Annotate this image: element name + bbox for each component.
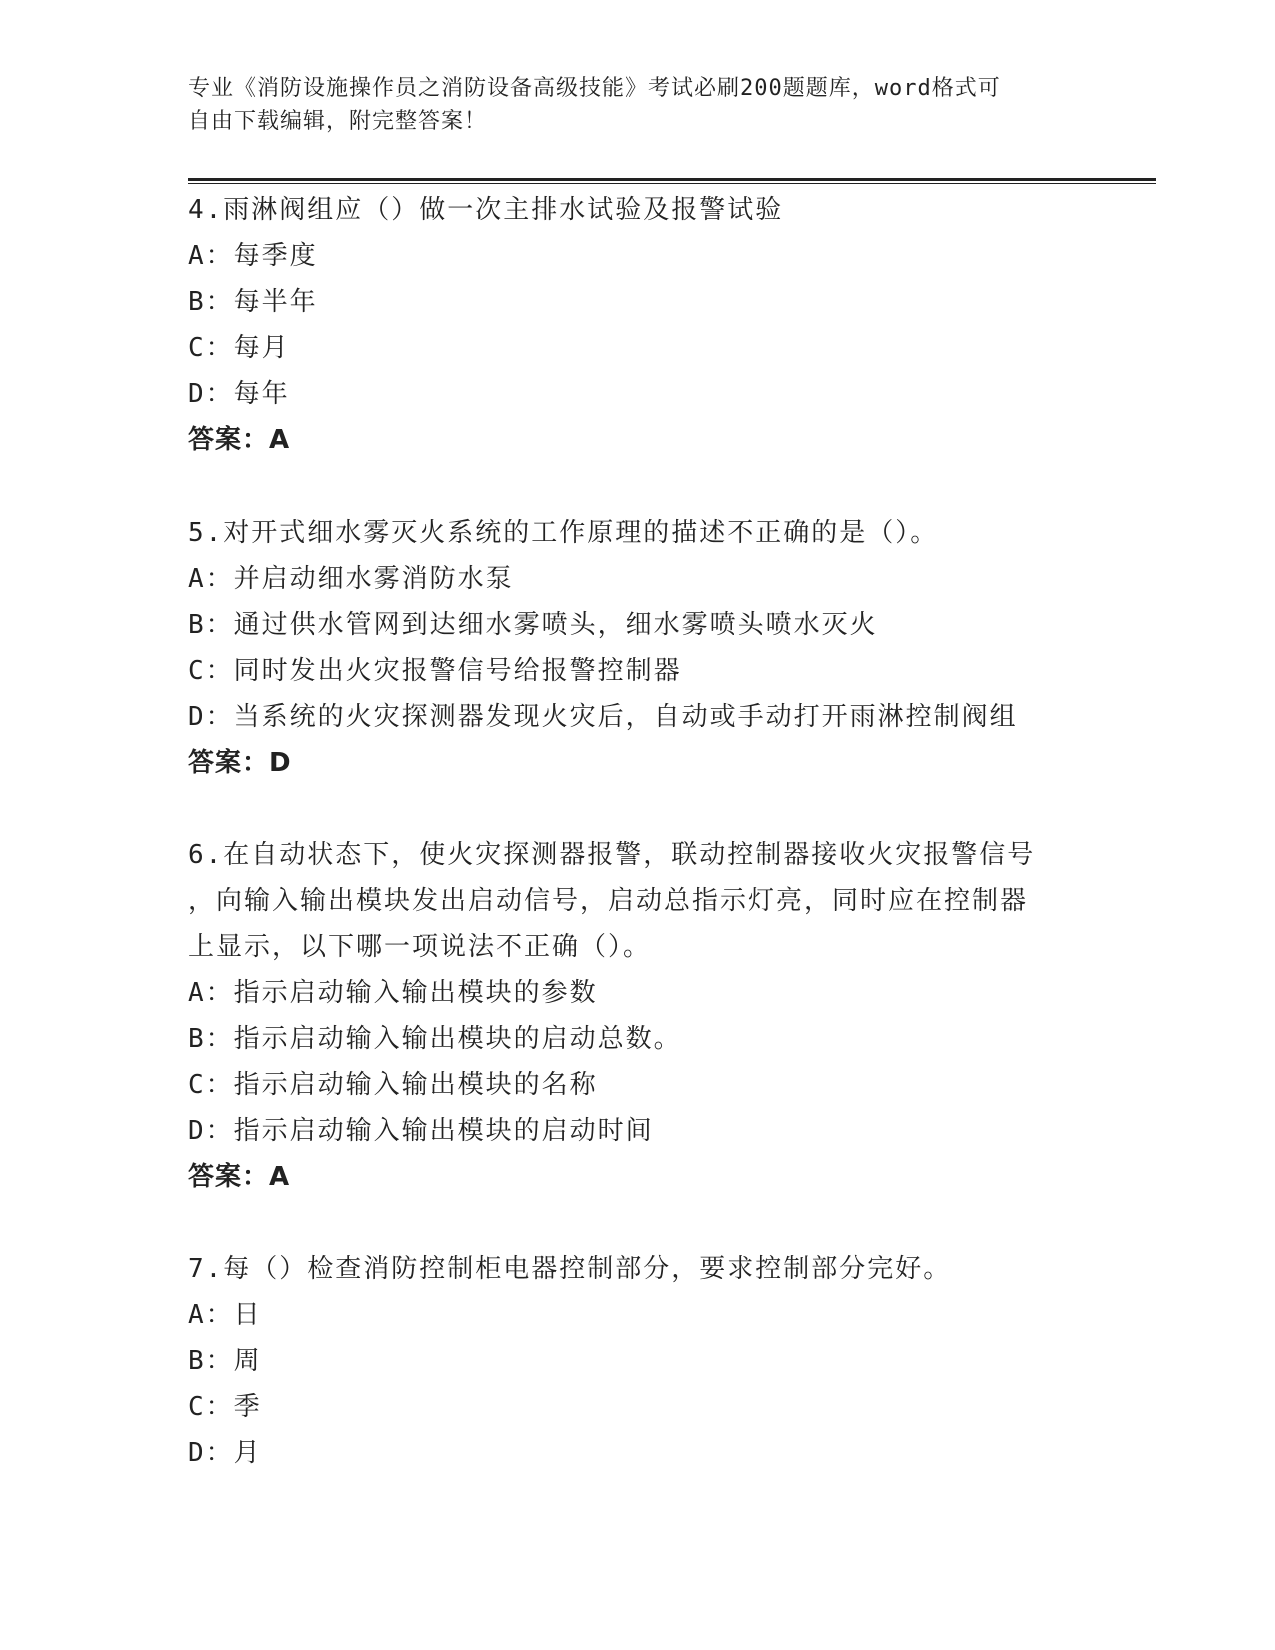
option-d: D：月 xyxy=(188,1438,262,1468)
option-b: B：指示启动输入输出模块的启动总数。 xyxy=(188,1024,682,1054)
option-a: A：每季度 xyxy=(188,241,318,271)
question-5 xyxy=(188,510,1088,786)
question-stem: 7.每（）检查消防控制柜电器控制部分，要求控制部分完好。 xyxy=(188,1254,952,1284)
answer-label: 答案：D xyxy=(188,748,292,778)
option-a: A：指示启动输入输出模块的参数 xyxy=(188,978,598,1008)
header-rule-thick xyxy=(188,178,1156,181)
option-b: B：通过供水管网到达细水雾喷头，细水雾喷头喷水灭火 xyxy=(188,610,878,640)
question-stem-line-2: ，向输入输出模块发出启动信号，启动总指示灯亮，同时应在控制器 xyxy=(188,886,1029,916)
question-stem-line-3: 上显示，以下哪一项说法不正确（）。 xyxy=(188,932,652,962)
document-header xyxy=(188,72,1088,138)
option-c: C：指示启动输入输出模块的名称 xyxy=(188,1070,598,1100)
answer-label: 答案：A xyxy=(188,1162,291,1192)
question-stem: 5.对开式细水雾灭火系统的工作原理的描述不正确的是（）。 xyxy=(188,518,939,548)
header-rule-thin xyxy=(188,183,1156,184)
question-stem-line-1: 6.在自动状态下，使火灾探测器报警，联动控制器接收火灾报警信号 xyxy=(188,840,1036,870)
answer-label: 答案：A xyxy=(188,425,291,455)
option-b: B：每半年 xyxy=(188,287,318,317)
question-7 xyxy=(188,1246,1088,1476)
header-line-1: 专业《消防设施操作员之消防设备高级技能》考试必刷200题题库，word格式可 xyxy=(188,76,1001,101)
option-c: C：每月 xyxy=(188,333,290,363)
question-4 xyxy=(188,187,1088,463)
header-line-2: 自由下载编辑，附完整答案！ xyxy=(188,109,488,134)
option-c: C：季 xyxy=(188,1392,262,1422)
option-c: C：同时发出火灾报警信号给报警控制器 xyxy=(188,656,682,686)
option-d: D：每年 xyxy=(188,379,290,409)
option-a: A：并启动细水雾消防水泵 xyxy=(188,564,514,594)
question-stem: 4.雨淋阀组应（）做一次主排水试验及报警试验 xyxy=(188,195,784,225)
option-d: D：指示启动输入输出模块的启动时间 xyxy=(188,1116,654,1146)
option-a: A：日 xyxy=(188,1300,262,1330)
option-b: B：周 xyxy=(188,1346,262,1376)
question-6 xyxy=(188,832,1088,1200)
option-d: D：当系统的火灾探测器发现火灾后，自动或手动打开雨淋控制阀组 xyxy=(188,702,1018,732)
